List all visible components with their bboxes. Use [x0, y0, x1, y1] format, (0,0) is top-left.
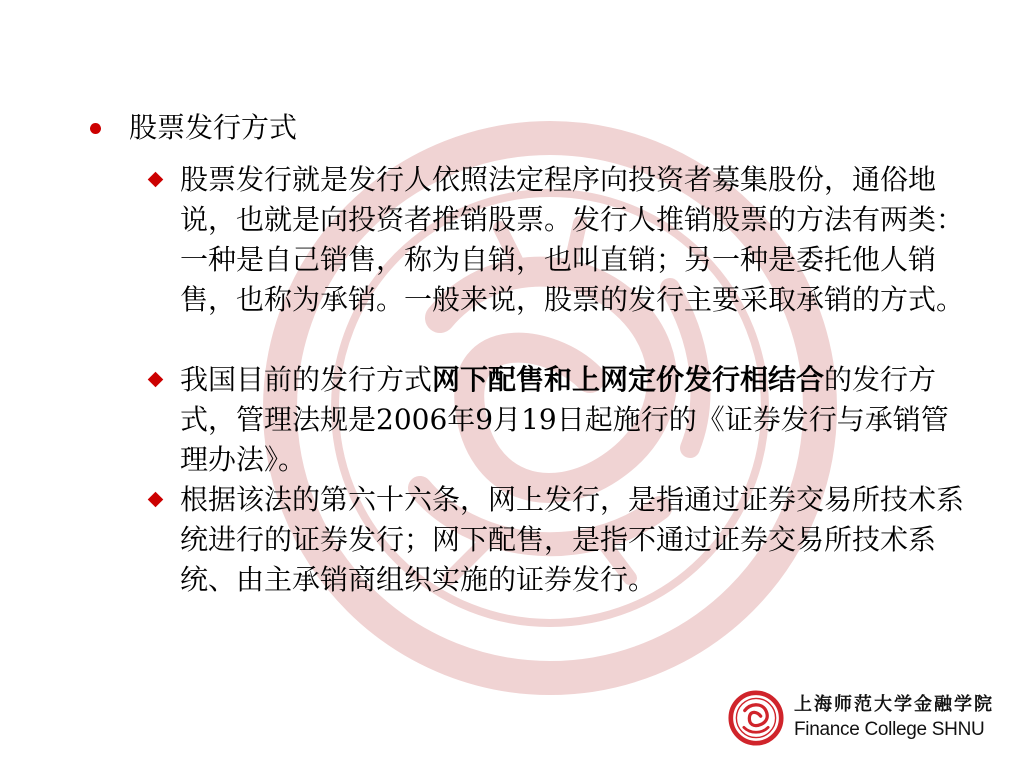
college-logo	[728, 688, 998, 754]
red-diamond-bullet-icon	[148, 372, 164, 388]
item-text: 股票发行就是发行人依照法定程序向投资者募集股份，通俗地说，也就是向投资者推销股票。发行人推销股票的方法有两类：一种是自己销售，称为自销，也叫直销；另一种是委托他人销售，也称为承销。一般来说，股票的发行主要采取承销的方式。	[180, 163, 965, 316]
heading: 股票发行方式	[129, 111, 298, 144]
red-diamond-bullet-icon	[148, 492, 164, 508]
item-text-part: 的发行方式，管理法规是2006年9月19日起施行的《证券发行与承销管理办法》。	[180, 363, 949, 476]
dragon-seal-icon	[728, 690, 784, 746]
item-text	[180, 360, 970, 480]
item-text-part: 我国目前的发行方式	[180, 363, 433, 396]
logo-english-name: Finance College SHNU	[794, 719, 985, 740]
item-text-emphasis: 网下配售和上网定价发行相结合	[432, 363, 825, 396]
red-dot-bullet-icon	[90, 123, 101, 134]
red-diamond-bullet-icon	[148, 172, 164, 188]
logo-chinese-name: 上海师范大学金融学院	[794, 694, 994, 715]
heading-row	[90, 108, 297, 148]
item-text: 根据该法的第六十六条，网上发行，是指通过证券交易所技术系统进行的证券发行；网下配售，是指不通过证券交易所技术系统、由主承销商组织实施的证券发行。	[180, 483, 965, 596]
